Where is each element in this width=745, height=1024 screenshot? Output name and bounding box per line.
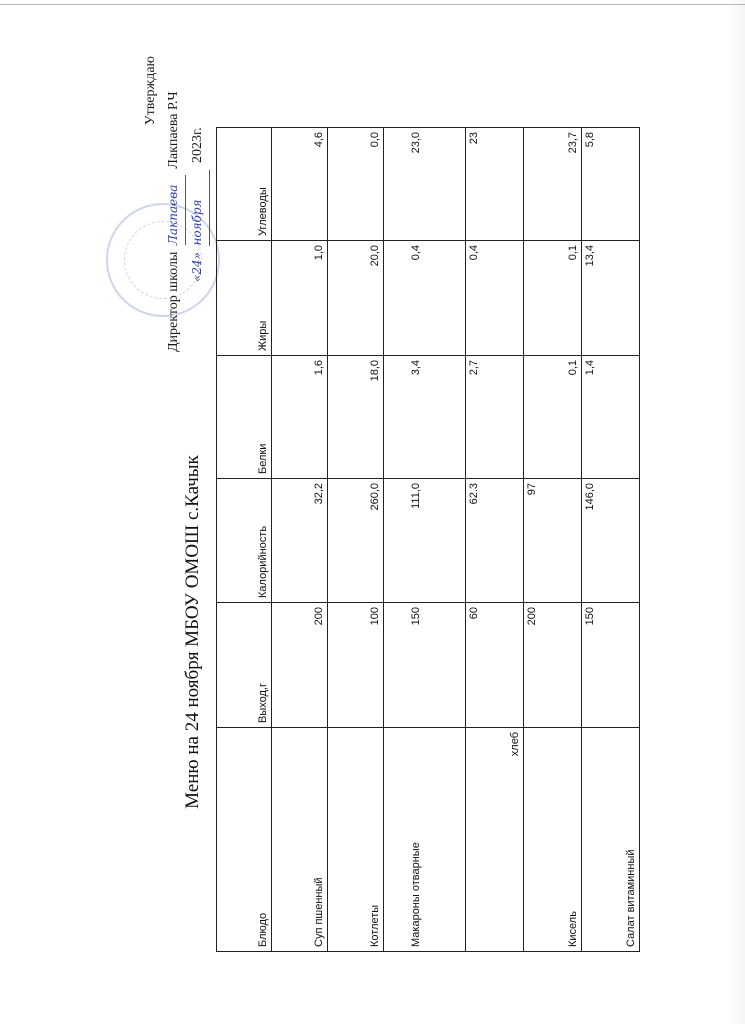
dish-carbs: 0,0: [328, 128, 384, 241]
dish-portion: 100: [328, 603, 384, 728]
date-day: «24»: [190, 252, 204, 282]
dish-name: Салат витаминный: [582, 728, 640, 952]
director-label: Директор школы: [166, 251, 181, 352]
dish-fats: 0,1: [524, 241, 582, 356]
dish-name: Суп пшенный: [272, 728, 328, 952]
header-proteins: Белки: [217, 356, 272, 479]
scan-top-border: [0, 4, 745, 5]
table-row: [582, 128, 640, 952]
dish-calories: 32,2: [272, 479, 328, 603]
page-title: Меню на 24 ноября МБОУ ОМОШ с.Качык: [182, 455, 203, 809]
table-header-row: [217, 128, 272, 952]
dish-calories: 111,0: [384, 479, 466, 603]
dish-portion: 200: [524, 603, 582, 728]
dish-calories: 260,0: [328, 479, 384, 603]
dish-proteins: 18,0: [328, 356, 384, 479]
dish-portion: 60: [466, 603, 524, 728]
dish-calories: 146,0: [582, 479, 640, 603]
dish-portion: 200: [272, 603, 328, 728]
date-year: 2023г.: [190, 127, 205, 164]
signature-line: [162, 175, 186, 245]
dish-fats: 20,0: [328, 241, 384, 356]
dish-fats: 1,0: [272, 241, 328, 356]
approval-heading: Утверждаю: [143, 56, 158, 126]
dish-fats: 13,4: [582, 241, 640, 356]
dish-name: Кисель: [524, 728, 582, 952]
dish-proteins: 3,4: [384, 356, 466, 479]
table-row: [466, 128, 524, 952]
director-signature: Лакпаева: [166, 184, 180, 246]
dish-calories: 62.3: [466, 479, 524, 603]
dish-carbs: 23,7: [524, 128, 582, 241]
header-fats: Жиры: [217, 241, 272, 356]
dish-proteins: 2,7: [466, 356, 524, 479]
menu-table: [216, 127, 640, 952]
dish-proteins: 1,4: [582, 356, 640, 479]
table-row: [524, 128, 582, 952]
dish-portion: 150: [582, 603, 640, 728]
table-row: [328, 128, 384, 952]
dish-carbs: 5,8: [582, 128, 640, 241]
dish-calories: 97: [524, 479, 582, 603]
rotated-page: [140, 56, 745, 962]
dish-name: хлеб: [466, 728, 524, 952]
table-row: [384, 128, 466, 952]
dish-name: Котлеты: [328, 728, 384, 952]
table-row: [272, 128, 328, 952]
dish-name: Макароны отварные: [384, 728, 466, 952]
dish-portion: 150: [384, 603, 466, 728]
dish-carbs: 23: [466, 128, 524, 241]
date-month-line: [186, 170, 210, 246]
dish-proteins: 0,1: [524, 356, 582, 479]
header-dish: Блюдо: [217, 728, 272, 952]
director-name: Лакпаева Р.Ч: [166, 91, 181, 169]
dish-proteins: 1,6: [272, 356, 328, 479]
dish-fats: 0,4: [384, 241, 466, 356]
header-calories: Калорийность: [217, 479, 272, 603]
dish-fats: 0,4: [466, 241, 524, 356]
dish-carbs: 23,0: [384, 128, 466, 241]
date-month: ноября: [190, 199, 204, 246]
header-carbs: Углеводы: [217, 128, 272, 241]
dish-carbs: 4,6: [272, 128, 328, 241]
header-portion: Выход,г: [217, 603, 272, 728]
